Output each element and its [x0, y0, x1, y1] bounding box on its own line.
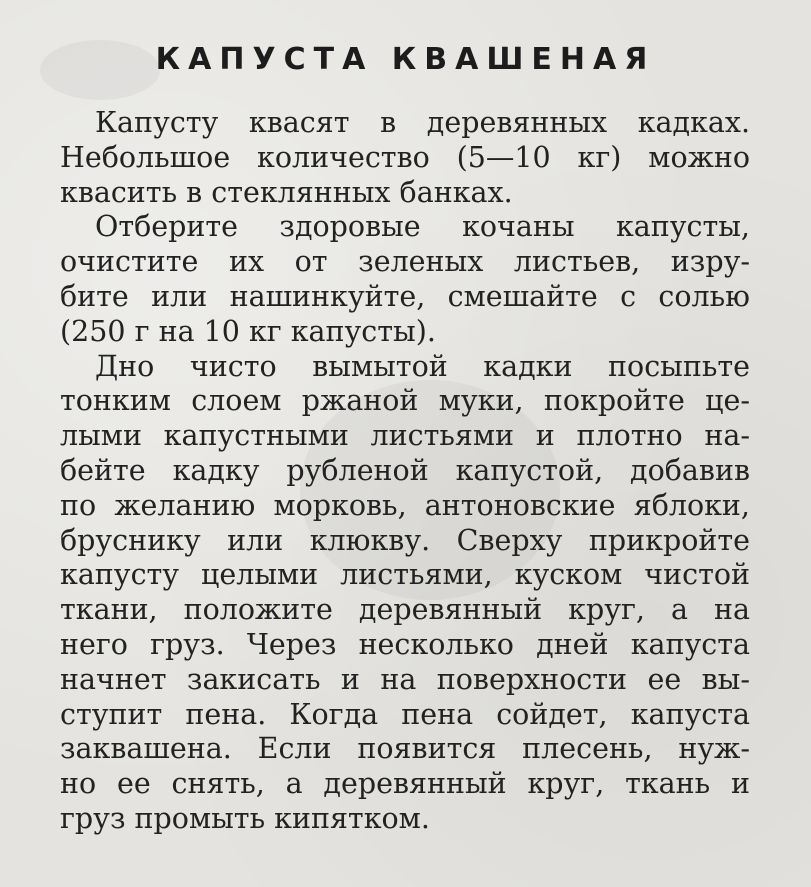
text-line: тонким слоем ржаной муки, покройте це-	[60, 384, 750, 418]
text-line: груз промыть кипятком.	[60, 801, 430, 835]
text-line: бейте кадку рубленой капустой, добавив	[60, 453, 750, 487]
paragraph	[60, 350, 750, 837]
text-line: ткани, положите деревянный круг, а на	[60, 593, 750, 627]
recipe-body	[60, 106, 750, 837]
text-line: лыми капустными листьями и плотно на-	[60, 419, 750, 453]
text-line: капусту целыми листьями, куском чистой	[60, 558, 750, 592]
text-line: Отберите здоровые кочаны капусты,	[95, 210, 750, 244]
text-line: ступит пена. Когда пена сойдет, капуста	[60, 697, 750, 731]
text-line: квасить в стеклянных банках.	[60, 175, 513, 209]
text-line: но ее снять, а деревянный круг, ткань и	[60, 767, 750, 801]
text-line: заквашена. Если появится плесень, нуж-	[60, 732, 750, 766]
text-line: бруснику или клюкву. Сверху прикройте	[60, 523, 750, 557]
text-line: бите или нашинкуйте, смешайте с солью	[60, 279, 750, 313]
recipe-title: КАПУСТА КВАШЕНАЯ	[155, 42, 656, 77]
paragraph	[60, 210, 750, 349]
text-line: Капусту квасят в деревянных кадках.	[95, 106, 750, 139]
text-line: начнет закисать и на поверхности ее вы-	[60, 662, 750, 696]
text-line: Небольшое количество (5—10 кг) можно	[60, 140, 750, 174]
text-line: (250 г на 10 кг капусты).	[60, 314, 436, 348]
text-line: очистите их от зеленых листьев, изру-	[60, 245, 750, 279]
paragraph	[60, 106, 750, 210]
text-line: него груз. Через несколько дней капуста	[60, 627, 750, 661]
text-line: по желанию морковь, антоновские яблоки,	[60, 488, 750, 522]
text-line: Дно чисто вымытой кадки посыпьте	[95, 349, 750, 383]
